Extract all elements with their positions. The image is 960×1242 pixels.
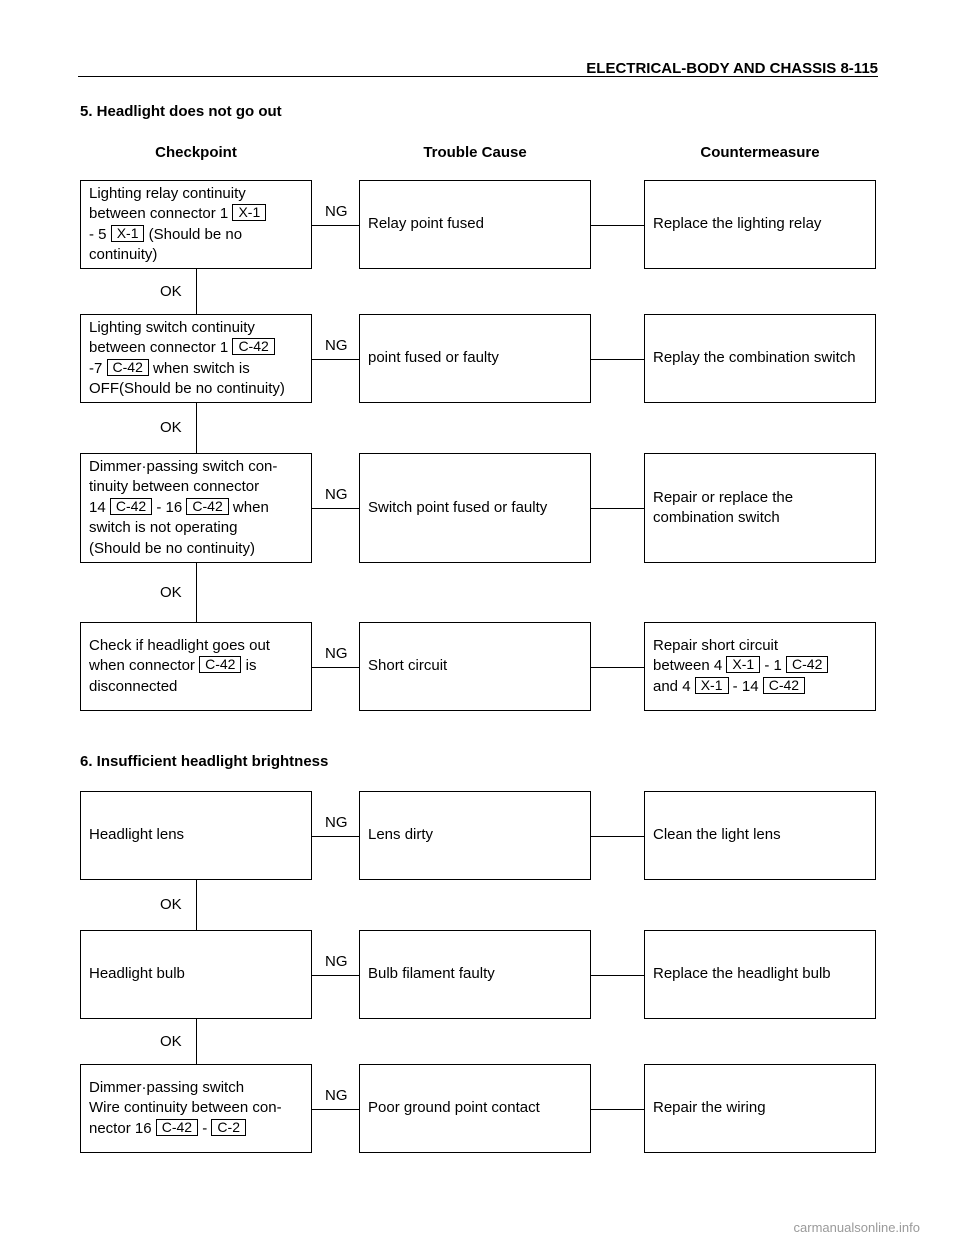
text-run: between connector 1: [89, 205, 233, 222]
text-run: - 16: [152, 498, 187, 516]
ng-connector-line: [312, 508, 359, 509]
countermeasure-connector-line: [591, 975, 644, 976]
text-run: Headlight lens: [89, 826, 185, 844]
countermeasure-connector-line: [591, 1109, 644, 1110]
ok-label: OK: [160, 896, 182, 913]
s5-check-line: [89, 539, 303, 560]
text-run: continuity): [89, 246, 158, 263]
text-run: Wire continuity between con-: [89, 1099, 282, 1117]
ng-label: NG: [325, 952, 348, 970]
s6-check-box-1: [80, 791, 312, 880]
text-run: Replace the headlight bulb: [653, 965, 831, 983]
ok-connector-line: [196, 269, 197, 314]
ng-label: NG: [325, 202, 348, 220]
text-run: Dimmer·passing switch con-: [89, 457, 278, 475]
s5-cause-line: [368, 656, 582, 677]
text-run: -: [198, 1119, 212, 1137]
s6-cause-box-1: [359, 791, 591, 880]
section-5-title: 5. Headlight does not go out: [80, 103, 282, 120]
connector-tag: C-2: [211, 1119, 246, 1136]
s6-cause-line: [368, 964, 582, 985]
connector-tag: C-42: [763, 677, 805, 694]
text-run: tinuity between connector: [89, 478, 260, 496]
text-run: Replace the lighting relay: [653, 215, 822, 233]
s5-counter-box-2: [644, 314, 876, 403]
s6-cause-box-2: [359, 930, 591, 1019]
connector-tag: C-42: [107, 359, 149, 376]
s5-check-line: [89, 318, 303, 339]
s5-counter-box-3: [644, 453, 876, 563]
s6-check-line: [89, 1119, 303, 1140]
countermeasure-connector-line: [591, 508, 644, 509]
ng-connector-line: [312, 1109, 359, 1110]
text-run: -7: [89, 359, 107, 377]
s6-counter-box-2: [644, 930, 876, 1019]
text-run: Bulb filament faulty: [368, 965, 495, 983]
text-run: Check if headlight goes out: [89, 636, 270, 654]
ok-connector-line: [196, 1019, 197, 1064]
ng-label: NG: [325, 336, 348, 354]
s5-check-line: [89, 498, 303, 519]
s5-counter-line: [653, 656, 867, 677]
connector-tag: C-42: [786, 656, 828, 673]
s5-check-line: [89, 338, 303, 359]
connector-tag: C-42: [186, 498, 228, 515]
page-header: ELECTRICAL-BODY AND CHASSIS 8-115: [586, 60, 878, 77]
header-rule: [78, 76, 878, 77]
text-run: when switch is: [148, 359, 250, 377]
column-header-trouble-cause: Trouble Cause: [423, 144, 527, 161]
s5-check-line: [89, 518, 303, 539]
text-run: Lens dirty: [368, 826, 434, 844]
s5-cause-line: [368, 348, 582, 369]
s5-cause-box-3: [359, 453, 591, 563]
ng-connector-line: [312, 667, 359, 668]
countermeasure-connector-line: [591, 836, 644, 837]
ok-connector-line: [196, 880, 197, 930]
section-6-title: 6. Insufficient headlight brightness: [80, 753, 329, 770]
s5-check-line: [89, 359, 303, 380]
s5-cause-box-2: [359, 314, 591, 403]
ng-label: NG: [325, 644, 348, 662]
s5-check-box-4: [80, 622, 312, 711]
text-run: - 14: [728, 677, 763, 695]
connector-tag: X-1: [111, 225, 145, 242]
ng-connector-line: [312, 836, 359, 837]
s6-cause-line: [368, 1098, 582, 1119]
text-run: nector 16: [89, 1119, 156, 1137]
text-run: Repair short circuit: [653, 636, 779, 654]
s6-counter-box-1: [644, 791, 876, 880]
s6-check-line: [89, 825, 303, 846]
s6-cause-line: [368, 825, 582, 846]
s5-check-line: [89, 184, 303, 205]
text-run: disconnected: [89, 677, 178, 695]
s5-check-line: [89, 457, 303, 478]
text-run: Poor ground point contact: [368, 1099, 540, 1117]
column-header-countermeasure: Countermeasure: [700, 144, 820, 161]
ng-label: NG: [325, 486, 348, 503]
text-run: Lighting relay continuity: [89, 184, 246, 202]
s5-cause-line: [368, 214, 582, 235]
ng-connector-line: [312, 225, 359, 226]
s5-check-line: [89, 656, 303, 677]
text-run: when: [228, 498, 269, 516]
s5-check-line: [89, 636, 303, 657]
ok-label: OK: [160, 419, 182, 436]
s6-check-line: [89, 1098, 303, 1119]
connector-tag: C-42: [199, 656, 241, 673]
watermark: carmanualsonline.info: [793, 1220, 920, 1235]
s5-counter-line: [653, 636, 867, 657]
text-run: is: [241, 657, 257, 675]
s5-check-box-1: [80, 180, 312, 269]
s5-cause-line: [368, 498, 582, 519]
s5-counter-line: [653, 677, 867, 698]
text-run: - 5: [89, 225, 111, 243]
countermeasure-connector-line: [591, 225, 644, 226]
text-run: Clean the light lens: [653, 826, 781, 844]
text-run: Repair the wiring: [653, 1099, 766, 1117]
s6-counter-line: [653, 964, 867, 985]
s6-check-box-2: [80, 930, 312, 1019]
s5-counter-box-4: [644, 622, 876, 711]
s6-check-line: [89, 964, 303, 985]
s5-check-box-3: [80, 453, 312, 563]
ok-label: OK: [160, 583, 182, 601]
s6-cause-box-3: [359, 1064, 591, 1153]
text-run: Relay point fused: [368, 215, 484, 233]
text-run: (Should be no continuity): [89, 539, 255, 557]
connector-tag: X-1: [695, 677, 729, 694]
text-run: and 4: [653, 677, 695, 695]
s5-cause-box-1: [359, 180, 591, 269]
ok-connector-line: [196, 563, 197, 622]
s6-counter-line: [653, 825, 867, 846]
text-run: Headlight bulb: [89, 965, 185, 983]
connector-tag: C-42: [110, 498, 152, 515]
text-run: Short circuit: [368, 657, 448, 675]
text-run: - 1: [760, 657, 787, 675]
text-run: combination switch: [653, 509, 780, 526]
s5-counter-line: [653, 348, 867, 369]
ok-label: OK: [160, 282, 182, 300]
connector-tag: X-1: [726, 656, 760, 673]
countermeasure-connector-line: [591, 359, 644, 360]
s5-check-box-2: [80, 314, 312, 403]
s5-check-line: [89, 225, 303, 246]
ng-label: NG: [325, 1086, 348, 1104]
text-run: Dimmer·passing switch: [89, 1078, 245, 1096]
text-run: OFF(Should be no continuity): [89, 380, 285, 397]
s5-counter-line: [653, 508, 867, 529]
s6-counter-line: [653, 1098, 867, 1119]
text-run: between 4: [653, 657, 727, 675]
text-run: between connector 1: [89, 339, 233, 356]
countermeasure-connector-line: [591, 667, 644, 668]
text-run: when connector: [89, 657, 200, 675]
ok-connector-line: [196, 403, 197, 453]
s5-check-line: [89, 245, 303, 266]
column-header-checkpoint: Checkpoint: [155, 144, 237, 161]
connector-tag: C-42: [232, 338, 274, 355]
ok-label: OK: [160, 1032, 182, 1050]
s5-check-line: [89, 379, 303, 400]
text-run: point fused or faulty: [368, 349, 499, 367]
s5-cause-box-4: [359, 622, 591, 711]
ng-connector-line: [312, 975, 359, 976]
text-run: Switch point fused or faulty: [368, 498, 548, 516]
s5-counter-line: [653, 214, 867, 235]
s6-check-line: [89, 1078, 303, 1099]
ng-label: NG: [325, 813, 348, 831]
connector-tag: C-42: [156, 1119, 198, 1136]
s5-counter-box-1: [644, 180, 876, 269]
text-run: Lighting switch continuity: [89, 318, 255, 336]
s5-check-line: [89, 204, 303, 225]
s5-check-line: [89, 477, 303, 498]
s6-counter-box-3: [644, 1064, 876, 1153]
text-run: switch is not operating: [89, 519, 238, 537]
text-run: (Should be no: [144, 225, 243, 243]
s6-check-box-3: [80, 1064, 312, 1153]
text-run: Replay the combination switch: [653, 349, 856, 367]
text-run: Repair or replace the: [653, 488, 794, 506]
text-run: 14: [89, 498, 110, 516]
s5-check-line: [89, 677, 303, 698]
s5-counter-line: [653, 488, 867, 509]
connector-tag: X-1: [232, 204, 266, 221]
ng-connector-line: [312, 359, 359, 360]
